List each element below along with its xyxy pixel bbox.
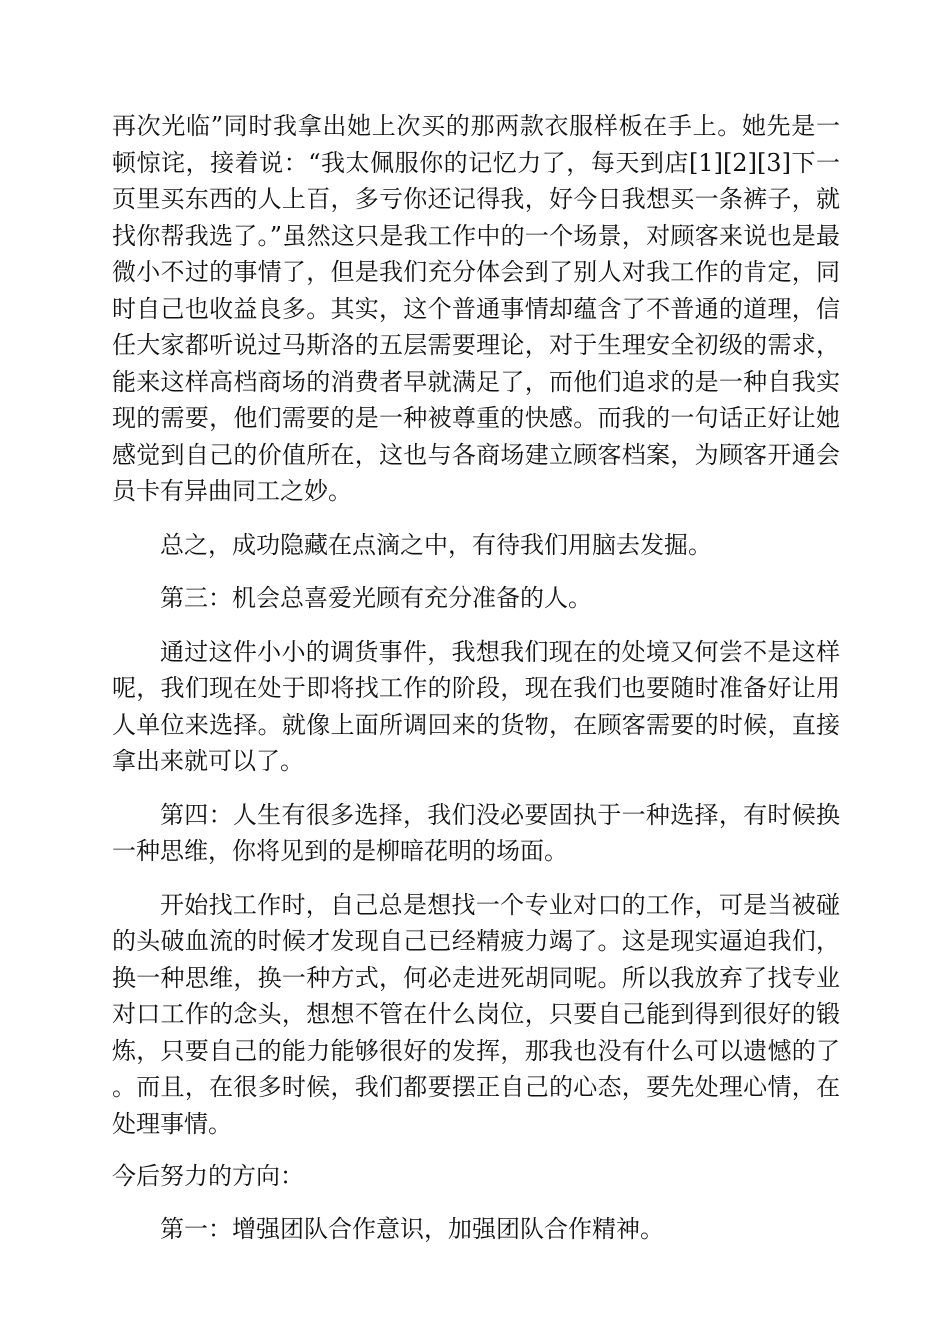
document-body	[112, 108, 840, 1247]
paragraph-future-direction-heading: 今后努力的方向：	[112, 1162, 304, 1190]
paragraph-job-search-reflection: 开始找工作时，自己总是想找一个专业对口的工作，可是当被碰的头破血流的时候才发现自己已经精疲力竭了。这是现实逼迫我们，换一种思维，换一种方式，何必走进死胡同呢。所以我放弃了找专业对口工作的念头，想想不管在什么岗位，只要自己能到得到很好的锻炼，只要自己的能力能够很好的发挥，那我也没有什么可以遗憾的了。而且，在很多时候，我们都要摆正自己的心态，要先处理心情，在处理事情。	[112, 890, 840, 1138]
paragraph-transfer-goods-reflection: 通过这件小小的调货事件，我想我们现在的处境又何尝不是这样呢，我们现在处于即将找工作的阶段，现在我们也要随时准备好让用人单位来选择。就像上面所调回来的货物，在顾客需要的时候，直接拿出来就可以了。	[112, 637, 840, 775]
paragraph-point-four: 第四：人生有很多选择，我们没必要固执于一种选择，有时候换一种思维，你将见到的是柳暗花明的场面。	[112, 800, 840, 865]
paragraph-point-one: 第一：增强团队合作意识，加强团队合作精神。	[160, 1214, 664, 1243]
paragraph-customer-memory-story: 再次光临”同时我拿出她上次买的那两款衣服样板在手上。她先是一顿惊诧，接着说：“我太佩服你的记忆力了，每天到店[1][2][3]下一页里买东西的人上百，多亏你还记得我，好今日我想买一条裤子，就找你帮我选了。”虽然这只是我工作中的一个场景，对顾客来说也是最微小不过的事情了，但是我们充分体会到了别人对我工作的肯定，同时自己也收益良多。其实，这个普通事情却蕴含了不普通的道理，信任大家都听说过马斯洛的五层需要理论，对于生理安全初级的需求，能来这样高档商场的消费者早就满足了，而他们追求的是一种自我实现的需要，他们需要的是一种被尊重的快感。而我的一句话正好让她感觉到自己的价值所在，这也与各商场建立顾客档案，为顾客开通会员卡有异曲同工之妙。	[112, 112, 840, 505]
paragraph-success-hidden-details: 总之，成功隐藏在点滴之中，有待我们用脑去发掘。	[160, 530, 712, 559]
paragraph-point-three: 第三：机会总喜爱光顾有充分准备的人。	[160, 584, 592, 612]
